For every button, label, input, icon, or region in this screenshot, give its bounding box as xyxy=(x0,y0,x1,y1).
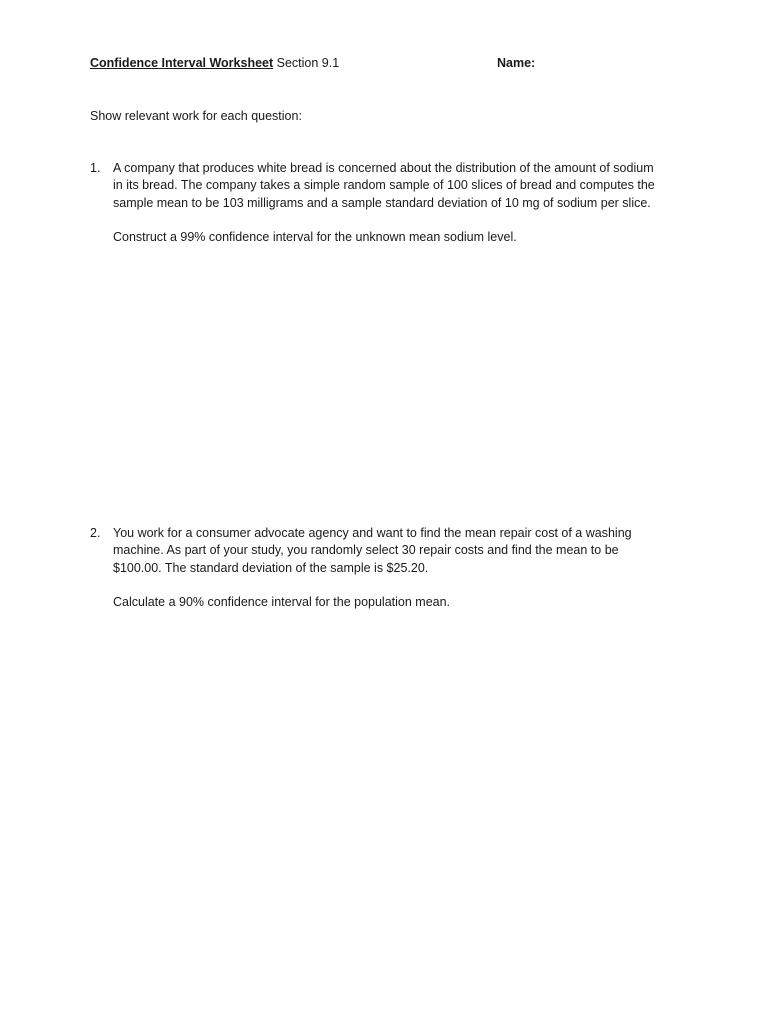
instructions: Show relevant work for each question: xyxy=(90,109,302,123)
question-body xyxy=(113,160,688,246)
question-line: machine. As part of your study, you randomly select 30 repair costs and find the mean to be xyxy=(113,543,619,558)
question-line: You work for a consumer advocate agency and want to find the mean repair cost of a washing xyxy=(113,526,632,540)
question-text xyxy=(113,525,688,577)
question-line: in its bread. The company takes a simple random sample of 100 slices of bread and computes the xyxy=(113,178,655,193)
question-task: Calculate a 90% confidence interval for the population mean. xyxy=(113,594,451,609)
question-number: 2. xyxy=(90,526,101,540)
question-line: $100.00. The standard deviation of the sample is $25.20. xyxy=(113,560,429,575)
name-label: Name: xyxy=(497,56,536,70)
section-label: Section 9.1 xyxy=(273,56,340,70)
worksheet-title: Confidence Interval Worksheet xyxy=(90,56,274,70)
question-number: 1. xyxy=(90,161,101,175)
question-line: A company that produces white bread is concerned about the distribution of the amount of sodium xyxy=(113,161,654,175)
question-body xyxy=(113,525,688,611)
question-line: sample mean to be 103 milligrams and a sample standard deviation of 10 mg of sodium per slice. xyxy=(113,195,651,210)
question-text xyxy=(113,160,688,212)
question-task: Construct a 99% confidence interval for the unknown mean sodium level. xyxy=(113,229,517,244)
worksheet-header xyxy=(90,55,690,72)
